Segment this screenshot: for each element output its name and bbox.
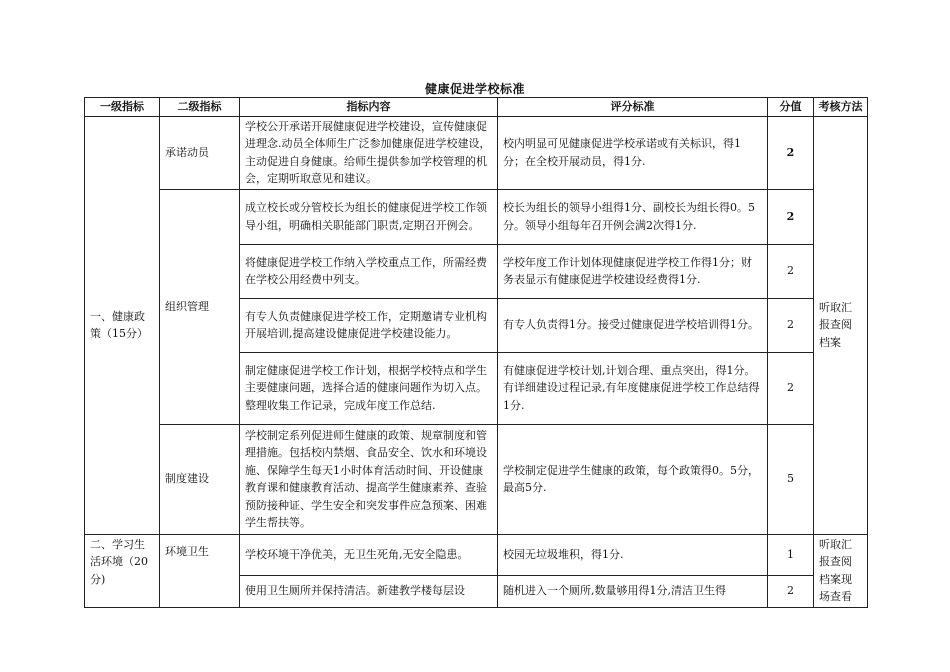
level2-cell: 环境卫生	[160, 534, 240, 607]
content-cell: 学校制定系列促进师生健康的政策、规章制度和管理措施。包括校内禁烟、食品安全、饮水和环境设施、保障学生每天1小时体育活动时间、开设健康教育课和健康教育活动、提高学生健康素养、查验预防接种证、学生安全和突发事件应急预案、困难学生帮扶等。	[240, 424, 498, 534]
header-level1: 一级指标	[85, 98, 160, 117]
method-cell: 听取汇报查阅档案现场查看	[814, 534, 868, 607]
header-score: 分值	[768, 98, 814, 117]
content-cell: 制定健康促进学校工作计划，根据学校特点和学生主要健康问题，选择合适的健康问题作为切入点。整理收集工作记录，完成年度工作总结.	[240, 352, 498, 424]
content-cell: 成立校长或分管校长为组长的健康促进学校工作领导小组，明确相关职能部门职责,定期召开例会。	[240, 189, 498, 244]
standards-table	[84, 97, 868, 608]
header-criteria: 评分标准	[498, 98, 768, 117]
content-cell: 学校公开承诺开展健康促进学校建设，宣传健康促进理念.动员全体师生广泛参加健康促进学校建设，主动促进自身健康。给师生提供参加学校管理的机会，定期听取意见和建议。	[240, 116, 498, 189]
level2-cell: 组织管理	[160, 189, 240, 424]
score-cell: 2	[768, 116, 814, 189]
criteria-cell: 校长为组长的领导小组得1分、副校长为组长得0。5分。领导小组每年召开例会满2次得1分.	[498, 189, 768, 244]
level1-cell: 一、健康政策（15分）	[85, 116, 160, 534]
score-cell: 2	[768, 244, 814, 298]
header-level2: 二级指标	[160, 98, 240, 117]
method-cell: 听取汇报查阅档案	[814, 116, 868, 534]
header-row	[85, 98, 868, 117]
criteria-cell: 学校制定促进学生健康的政策，每个政策得0。5分，最高5分.	[498, 424, 768, 534]
content-cell: 使用卫生厕所并保持清洁。新建教学楼每层设	[240, 575, 498, 607]
criteria-cell: 有专人负责得1分。接受过健康促进学校培训得1分。	[498, 298, 768, 352]
score-cell: 2	[768, 298, 814, 352]
content-cell: 将健康促进学校工作纳入学校重点工作，所需经费在学校公用经费中列支。	[240, 244, 498, 298]
score-cell: 2	[768, 189, 814, 244]
page-title: 健康促进学校标准	[424, 82, 525, 96]
score-cell: 2	[768, 575, 814, 607]
criteria-cell: 校园无垃圾堆积，得1分.	[498, 534, 768, 575]
header-content: 指标内容	[240, 98, 498, 117]
level2-cell: 制度建设	[160, 424, 240, 534]
criteria-cell: 校内明显可见健康促进学校承诺或有关标识，得1分；在全校开展动员，得1分.	[498, 116, 768, 189]
criteria-cell: 有健康促进学校计划,计划合理、重点突出，得1分。有详细建设过程记录,有年度健康促进学校工作总结得1分.	[498, 352, 768, 424]
score-cell: 1	[768, 534, 814, 575]
table-row	[85, 534, 868, 575]
score-cell: 2	[768, 352, 814, 424]
score-cell: 5	[768, 424, 814, 534]
header-method: 考核方法	[814, 98, 868, 117]
table-row	[85, 116, 868, 189]
content-cell: 学校环境干净优美，无卫生死角,无安全隐患。	[240, 534, 498, 575]
table-row	[85, 189, 868, 244]
content-cell: 有专人负责健康促进学校工作，定期邀请专业机构开展培训,提高建设健康促进学校建设能力。	[240, 298, 498, 352]
criteria-cell: 随机进入一个厕所,数量够用得1分,清洁卫生得	[498, 575, 768, 607]
level2-cell: 承诺动员	[160, 116, 240, 189]
table-row	[85, 424, 868, 534]
level1-cell: 二、学习生活环境（20分)	[85, 534, 160, 607]
criteria-cell: 学校年度工作计划体现健康促进学校工作得1分；财务表显示有健康促进学校建设经费得1分.	[498, 244, 768, 298]
